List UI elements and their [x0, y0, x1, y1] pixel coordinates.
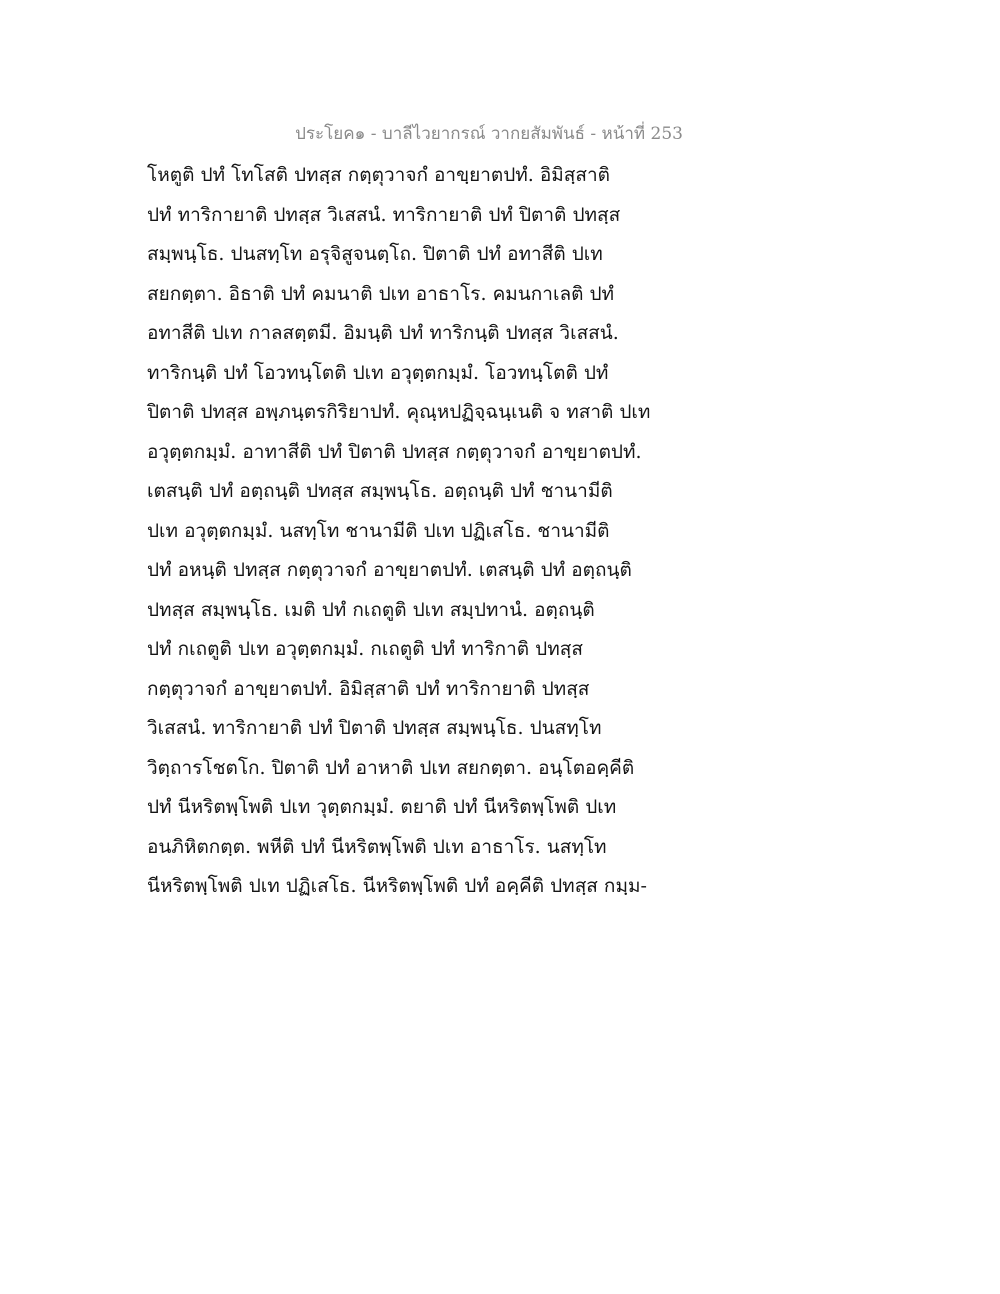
text-line: โหตูติ ปทํ โทโสติ ปทสฺส กตฺตุวาจกํ อาขฺยาตปทํ. อิมิสฺสาติ — [147, 164, 611, 186]
text-line: วิเสสนํ. ทาริกายาติ ปทํ ปิตาติ ปทสฺส สมฺพนฺโธ. ปนสทฺโท — [147, 717, 602, 739]
body-text — [147, 156, 687, 907]
text-line: ปทํ กเถตูติ ปเท อวุตฺตกมฺมํ. กเถตูติ ปทํ ทาริกาติ ปทสฺส — [147, 638, 583, 660]
text-line: นีหริตพฺโพติ ปเท ปฏิเสโธ. นีหริตพฺโพติ ปทํ อคฺคีติ ปทสฺส กมฺม- — [147, 875, 647, 897]
text-line: สมฺพนฺโธ. ปนสทฺโท อรุจิสูจนตฺโถ. ปิตาติ ปทํ อทาสีติ ปเท — [147, 243, 603, 265]
text-line: อทาสีติ ปเท กาลสตฺตมี. อิมนฺติ ปทํ ทาริกนฺติ ปทสฺส วิเสสนํ. — [147, 322, 619, 344]
text-line: ปิตาติ ปทสฺส อพฺภนฺตรกิริยาปทํ. คุณฺหปฏิจฺฉนฺเนติ จ ทสาติ ปเท — [147, 401, 651, 423]
running-header: ประโยค๑ - บาลีไวยากรณ์ วากยสัมพันธ์ - หน้าที่ 253 — [295, 124, 683, 144]
text-line: เตสนฺติ ปทํ อตฺถนฺติ ปทสฺส สมฺพนฺโธ. อตฺถนฺติ ปทํ ชานามีติ — [147, 480, 613, 502]
text-line: ปทํ ทาริกายาติ ปทสฺส วิเสสนํ. ทาริกายาติ ปทํ ปิตาติ ปทสฺส — [147, 203, 621, 226]
text-line: อวุตฺตกมฺมํ. อาทาสีติ ปทํ ปิตาติ ปทสฺส กตฺตุวาจกํ อาขฺยาตปทํ. — [147, 440, 642, 463]
text-line: สยกตฺตา. อิธาติ ปทํ คมนาติ ปเท อาธาโร. คมนกาเลติ ปทํ — [147, 282, 615, 305]
text-line: อนภิหิตกตฺต. พหีติ ปทํ นีหริตพฺโพติ ปเท อาธาโร. นสทฺโท — [147, 835, 607, 858]
text-line: ปทํ นีหริตพฺโพติ ปเท วุตฺตกมฺมํ. ตยาติ ปทํ นีหริตพฺโพติ ปเท — [147, 796, 617, 818]
text-line: วิตฺถารโชตโก. ปิตาติ ปทํ อาหาติ ปเท สยกตฺตา. อนฺโตอคฺคีติ — [147, 756, 635, 779]
text-line: ทาริกนฺติ ปทํ โอวทนฺโตติ ปเท อวุตฺตกมฺมํ. โอวทนฺโตติ ปทํ — [147, 361, 609, 384]
text-line: กตฺตุวาจกํ อาขฺยาตปทํ. อิมิสฺสาติ ปทํ ทาริกายาติ ปทสฺส — [147, 677, 590, 700]
text-line: ปเท อวุตฺตกมฺมํ. นสทฺโท ชานามีติ ปเท ปฏิเสโธ. ชานามีติ — [147, 519, 610, 542]
text-line: ปทสฺส สมฺพนฺโธ. เมติ ปทํ กเถตูติ ปเท สมฺปทานํ. อตฺถนฺติ — [147, 598, 595, 621]
text-line: ปทํ อหนฺติ ปทสฺส กตฺตุวาจกํ อาขฺยาตปทํ. เตสนฺติ ปทํ อตฺถนฺติ — [147, 559, 632, 581]
